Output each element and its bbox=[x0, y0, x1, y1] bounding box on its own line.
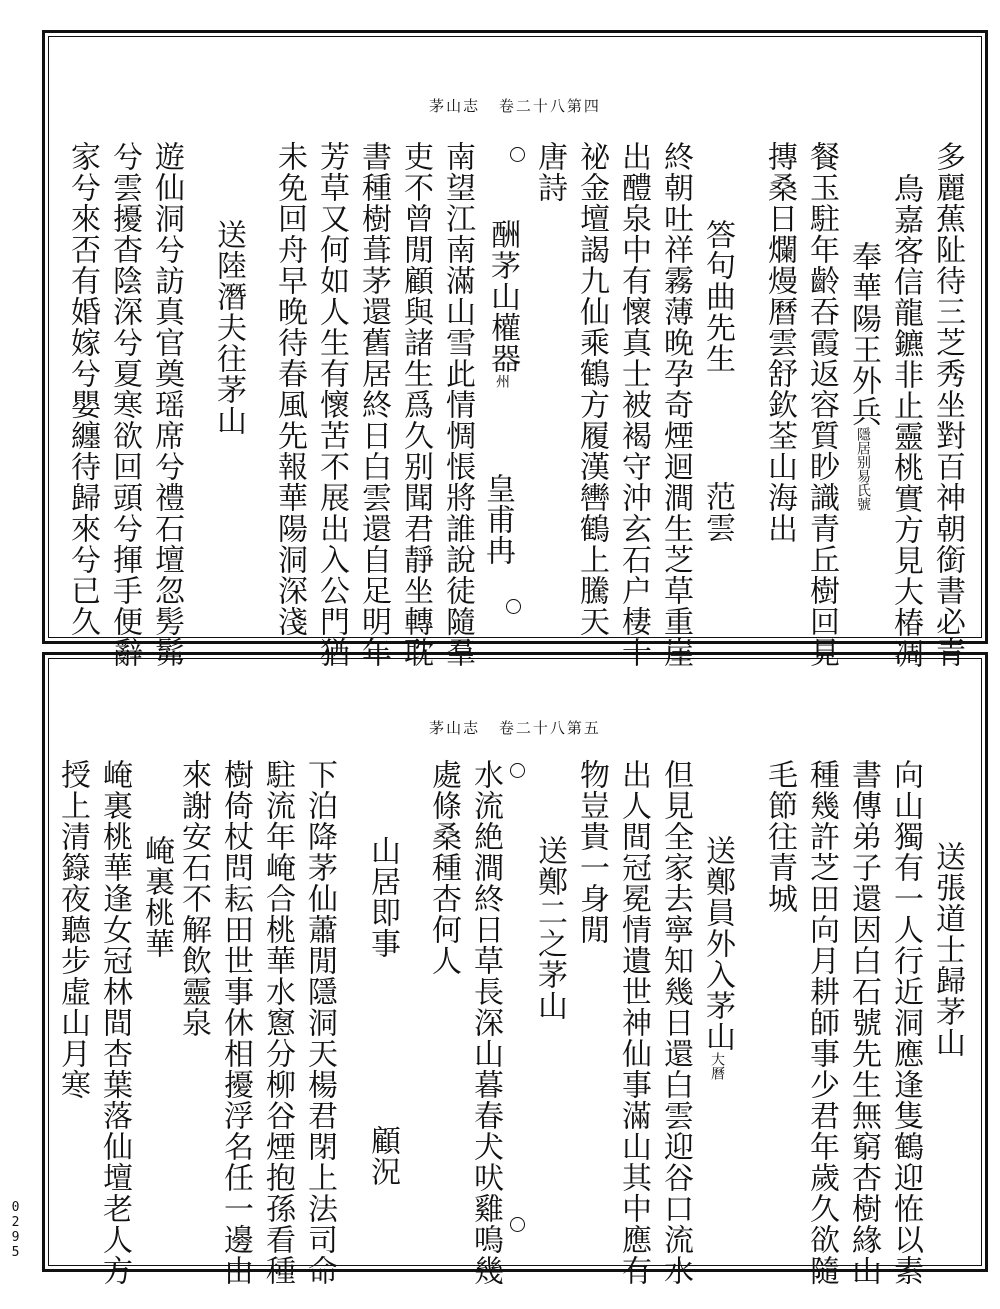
poem-title: 送張道士歸茅山 bbox=[930, 841, 965, 1058]
binding-hole-mark bbox=[506, 599, 521, 614]
poem-title-text: 送鄭員外入茅山 bbox=[700, 835, 735, 1052]
poem-title: 送鄭二之茅山 bbox=[532, 835, 567, 1021]
text-column: 出醴泉中有懷真士被褐守沖玄石户棲十 bbox=[616, 141, 651, 668]
poem-author: 顧況 bbox=[365, 1125, 400, 1187]
bottom-page-frame bbox=[42, 652, 988, 1286]
text-column: 種幾許芝田向月耕師事少君年歲久欲隨 bbox=[804, 759, 839, 1286]
text-column: 但見全家去寧知幾日還白雲迎谷口流水 bbox=[658, 759, 693, 1286]
text-column: 家兮來否有婚嫁兮嬰纏待歸來兮已久 bbox=[65, 141, 100, 637]
top-header-book: 茅山志 bbox=[429, 97, 481, 115]
bottom-page-header bbox=[45, 717, 985, 738]
section-heading: 唐詩 bbox=[532, 141, 567, 203]
poem-author: 皇甫冉 bbox=[480, 473, 515, 566]
top-page-frame bbox=[42, 30, 988, 669]
text-column: 遊仙洞兮訪真官奠瑶席兮禮石壇忽髣髴 bbox=[149, 141, 184, 668]
text-column: 授上清籙夜聽步虛山月寒 bbox=[55, 759, 90, 1100]
interlinear-note: 隱居别易氏號 bbox=[855, 427, 871, 511]
poem-title-text: 酬茅山權器 bbox=[485, 219, 520, 374]
text-column: 向山獨有一人行近洞應逢隻鶴迎恠以素 bbox=[888, 759, 923, 1286]
text-column bbox=[846, 241, 880, 511]
bottom-header-book: 茅山志 bbox=[429, 719, 481, 737]
text-column: 多麗蕉阯待三芝秀坐對百神朝銜書必青 bbox=[930, 141, 965, 668]
top-page-header bbox=[45, 95, 985, 116]
top-header-volume: 卷二十八第四 bbox=[498, 97, 601, 115]
text-column: 來謝安石不解飲靈泉 bbox=[176, 759, 211, 1038]
text-column: 崦裏桃華逢女冠林間杏葉落仙壇老人方 bbox=[97, 759, 132, 1286]
binding-hole-mark bbox=[510, 763, 525, 778]
title-note: 大曆 bbox=[709, 1052, 725, 1080]
text-column: 下泊降茅仙蕭閒隱洞天楊君閉上法司命 bbox=[302, 759, 337, 1286]
poem-title bbox=[700, 835, 734, 1080]
text-column: 摶桑日爛熳曆雲舒欽荃山海出 bbox=[762, 141, 797, 544]
text-column: 祕金壇謁九仙乘鶴方履漢轡鶴上騰天 bbox=[574, 141, 609, 637]
binding-hole-mark bbox=[510, 1217, 525, 1232]
poem-title: 山居即事 bbox=[365, 835, 400, 959]
title-note: 州 bbox=[494, 374, 510, 388]
poem-title: 崦裏桃華 bbox=[139, 835, 174, 959]
text-column: 兮雲擾杳陰深兮夏寒欲回頭兮揮手便辭 bbox=[107, 141, 142, 668]
text-column: 鳥嘉客信龍鑣非止靈桃實方見大椿凋 bbox=[888, 173, 923, 669]
text-column: 終朝吐祥霧薄晚孕奇煙迴澗生芝草重崖 bbox=[658, 141, 693, 668]
poem-author: 范雲 bbox=[700, 481, 735, 543]
text-column: 毛節往青城 bbox=[762, 759, 797, 914]
poem-title: 送陸潛夫往茅山 bbox=[211, 219, 246, 436]
page-number: 0295 bbox=[8, 1200, 23, 1260]
text-column: 出人間冠冕情遺世神仙事滿山其中應有 bbox=[616, 759, 651, 1286]
poem-title: 答句曲先生 bbox=[700, 219, 735, 374]
text-column: 水流絶澗終日草長深山暮春犬吠雞鳴幾 bbox=[468, 759, 503, 1286]
text-column: 駐流年崦合桃華水窻分柳谷煙抱孫看種 bbox=[260, 759, 295, 1286]
text-column: 吏不曾閒顧與諸生爲久别聞君靜坐轉耽 bbox=[398, 141, 433, 668]
text-column: 處條桑種杏何人 bbox=[426, 759, 461, 976]
text-column: 書種樹葺茅還舊居終日白雲還自足明年 bbox=[356, 141, 391, 668]
text-column: 未免回舟早晚待春風先報華陽洞深淺 bbox=[272, 141, 307, 637]
text-column: 南望江南滿山雪此情惆悵將誰說徒隨羣 bbox=[440, 141, 475, 668]
text-column: 芳草又何如人生有懷苦不展出入公門猶 bbox=[314, 141, 349, 668]
binding-hole-mark bbox=[510, 147, 525, 162]
text-column: 物豈貴一身閒 bbox=[574, 759, 609, 945]
poem-title bbox=[485, 219, 519, 388]
text-column: 書傳弟子還因白石號先生無窮杏樹緣山 bbox=[846, 759, 881, 1286]
bottom-header-volume: 卷二十八第五 bbox=[498, 719, 601, 737]
text-column: 餐玉駐年齡吞霞返容質眇識青丘樹回見 bbox=[804, 141, 839, 668]
column-text: 奉華陽王外兵 bbox=[846, 241, 881, 427]
text-column: 樹倚杖問耘田世事休相擾浮名任一邊由 bbox=[218, 759, 253, 1286]
